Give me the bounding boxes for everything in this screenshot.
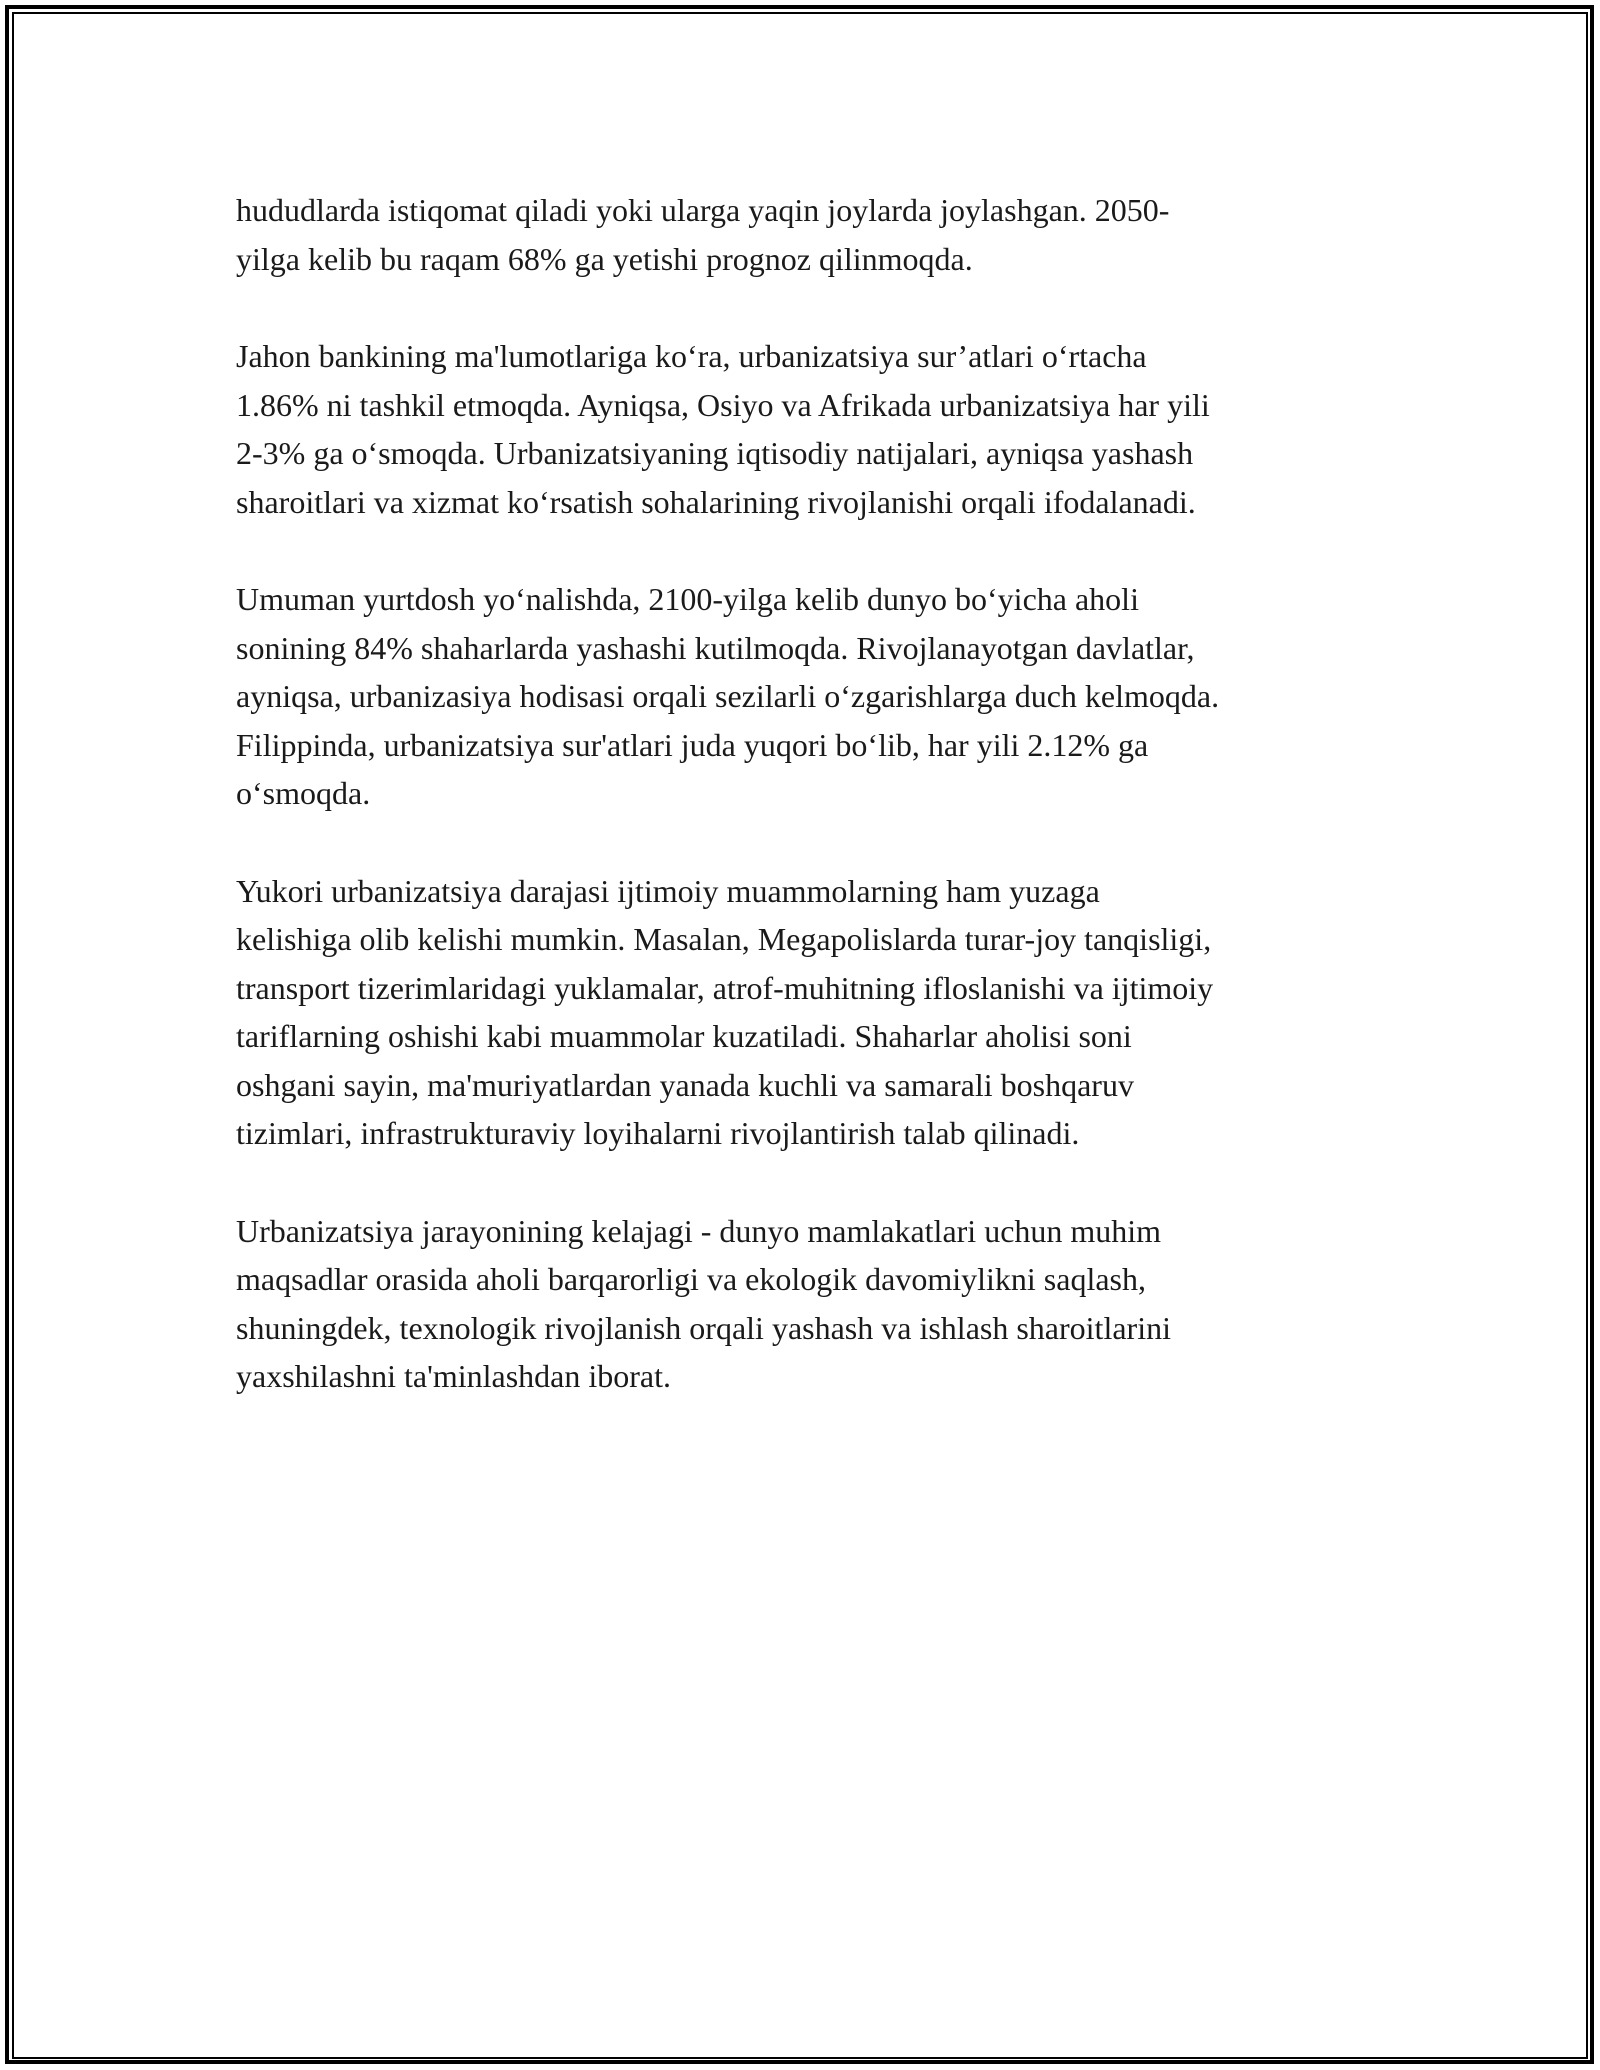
text-line: sonining 84% shaharlarda yashashi kutilmoqda. Rivojlanayotgan davlatlar, — [236, 629, 1195, 666]
paragraph-2 — [236, 332, 1366, 526]
paragraph-1 — [236, 186, 1366, 283]
text-line: oshgani sayin, ma'muriyatlardan yanada kuchli va samarali boshqaruv — [236, 1066, 1134, 1103]
text-line: shuningdek, texnologik rivojlanish orqali yashash va ishlash sharoitlarini — [236, 1309, 1171, 1346]
text-line: Yukori urbanizatsiya darajasi ijtimoiy muammolarning ham yuzaga — [236, 872, 1100, 909]
text-line: ayniqsa, urbanizasiya hodisasi orqali sezilarli o‘zgarishlarga duch kelmoqda. — [236, 678, 1220, 714]
text-line: o‘smoqda. — [236, 775, 371, 811]
text-line: yilga kelib bu raqam 68% ga yetishi prognoz qilinmoqda. — [236, 240, 973, 277]
text-line: Umuman yurtdosh yo‘nalishda, 2100-yilga kelib dunyo bo‘yicha aholi — [236, 581, 1139, 617]
text-line: Filippinda, urbanizatsiya sur'atlari juda yuqori bo‘lib, har yili 2.12% ga — [236, 726, 1149, 763]
paragraph-5 — [236, 1207, 1366, 1401]
text-line: kelishiga olib kelishi mumkin. Masalan, Megapolislarda turar-joy tanqisligi, — [236, 921, 1212, 957]
text-line: Jahon bankining ma'lumotlariga ko‘ra, urbanizatsiya sur’atlari o‘rtacha — [236, 338, 1147, 374]
paragraph-3 — [236, 575, 1366, 818]
text-line: sharoitlari va xizmat ko‘rsatish sohalarining rivojlanishi orqali ifodalanadi. — [236, 483, 1196, 520]
text-line: 2-3% ga o‘smoqda. Urbanizatsiyaning iqtisodiy natijalari, ayniqsa yashash — [236, 435, 1194, 471]
paragraph-4 — [236, 867, 1366, 1158]
text-line: yaxshilashni ta'minlashdan iborat. — [236, 1358, 672, 1394]
text-line: tizimlari, infrastrukturaviy loyihalarni rivojlantirish talab qilinadi. — [236, 1115, 1080, 1151]
text-line: tariflarning oshishi kabi muammolar kuzatiladi. Shaharlar aholisi soni — [236, 1018, 1132, 1054]
text-line: transport tizerimlaridagi yuklamalar, atrof-muhitning ifloslanishi va ijtimoiy — [236, 969, 1214, 1006]
text-line: 1.86% ni tashkil etmoqda. Ayniqsa, Osiyo va Afrikada urbanizatsiya har yili — [236, 386, 1210, 423]
document-body — [236, 186, 1366, 1450]
text-line: Urbanizatsiya jarayonining kelajagi - dunyo mamlakatlari uchun muhim — [236, 1212, 1162, 1249]
text-line: maqsadlar orasida aholi barqarorligi va ekologik davomiylikni saqlash, — [236, 1261, 1146, 1297]
text-line: hududlarda istiqomat qiladi yoki ularga yaqin joylarda joylashgan. 2050- — [236, 192, 1170, 228]
